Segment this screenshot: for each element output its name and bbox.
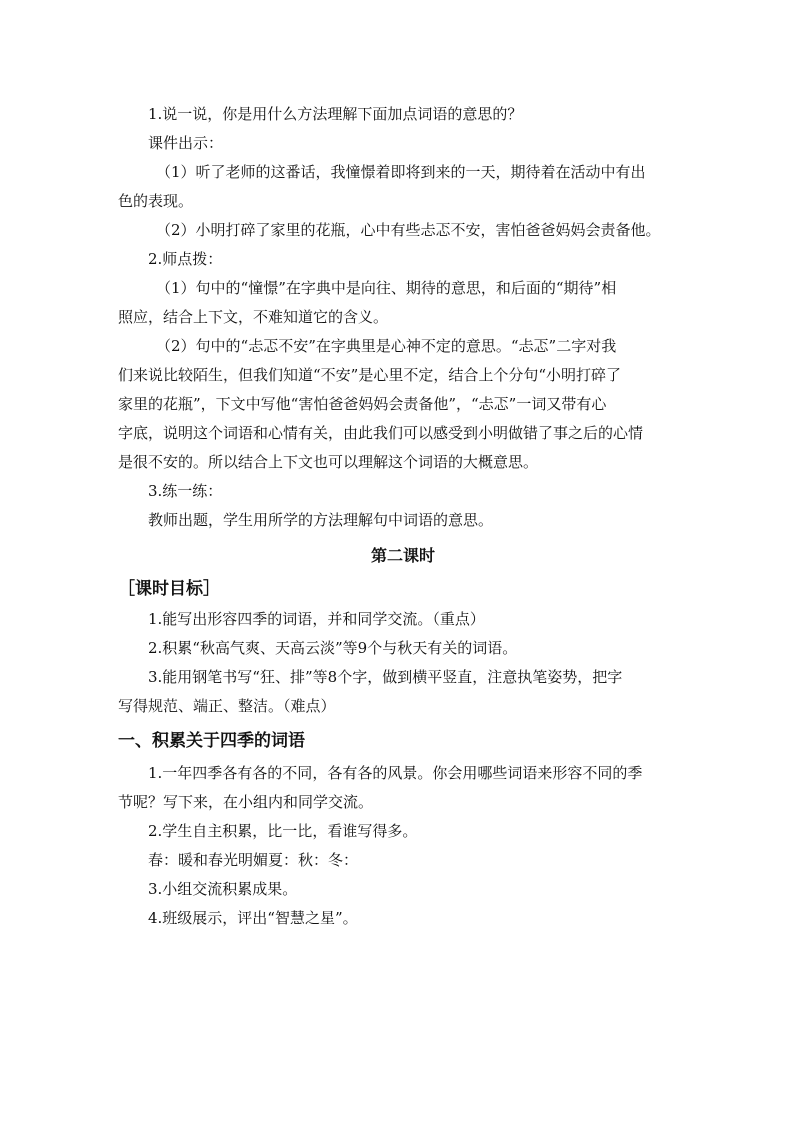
paragraph-line: 字底，说明这个词语和心情有关，由此我们可以感受到小明做错了事之后的心情 bbox=[118, 424, 644, 442]
lesson-title: 第二课时 bbox=[370, 546, 435, 565]
paragraph-line: 色的表现。 bbox=[118, 192, 194, 210]
paragraph-line: （1）句中的“憧憬”在字典中是向往、期待的意思，和后面的“期待”相 bbox=[156, 279, 617, 297]
paragraph-line: 3.练一练： bbox=[148, 482, 223, 500]
objectives-title: ［课时目标］ bbox=[118, 579, 220, 599]
section-line: 节呢？写下来，在小组内和同学交流。 bbox=[118, 793, 374, 811]
paragraph-line: 教师出题，学生用所学的方法理解句中词语的意思。 bbox=[148, 511, 494, 529]
section-line: 3.小组交流积累成果。 bbox=[148, 880, 298, 898]
section-line: 4.班级展示，评出“智慧之星”。 bbox=[148, 909, 358, 927]
paragraph-line: （2）句中的“忐忑不安”在字典里是心神不定的意思。“忐忑”二字对我 bbox=[156, 337, 617, 355]
paragraph-line: 课件出示： bbox=[148, 134, 224, 152]
objective-line: 写得规范、端正、整洁。（难点） bbox=[118, 697, 336, 715]
paragraph-line: 家里的花瓶”，下文中写他“害怕爸爸妈妈会责备他”，“忐忑”一词又带有心 bbox=[118, 395, 607, 413]
section-title: 一、积累关于四季的词语 bbox=[118, 731, 305, 751]
section-line: 春：暖和春光明媚夏：秋：冬： bbox=[148, 851, 359, 869]
objective-line: 3.能用钢笔书写“狂、排”等8个字，做到横平竖直，注意执笔姿势，把字 bbox=[148, 668, 623, 686]
objective-line: 2.积累“秋高气爽、天高云淡”等9个与秋天有关的词语。 bbox=[148, 639, 518, 657]
paragraph-line: （1）听了老师的这番话，我憧憬着即将到来的一天，期待着在活动中有出 bbox=[156, 163, 646, 181]
section-line: 1.一年四季各有各的不同，各有各的风景。你会用哪些词语来形容不同的季 bbox=[148, 764, 643, 782]
paragraph-line: 们来说比较陌生，但我们知道“不安”是心里不定，结合上个分句“小明打碎了 bbox=[118, 366, 622, 384]
paragraph-line: 2.师点拨： bbox=[148, 250, 223, 268]
paragraph-line: 1.说一说，你是用什么方法理解下面加点词语的意思的？ bbox=[148, 105, 523, 123]
objective-line: 1.能写出形容四季的词语，并和同学交流。（重点） bbox=[148, 610, 485, 628]
paragraph-line: （2）小明打碎了家里的花瓶，心中有些忐忑不安，害怕爸爸妈妈会责备他。 bbox=[156, 221, 661, 239]
paragraph-line: 是很不安的。所以结合上下文也可以理解这个词语的大概意思。 bbox=[118, 453, 539, 471]
paragraph-line: 照应，结合上下文，不难知道它的含义。 bbox=[118, 308, 389, 326]
document-body bbox=[118, 100, 688, 933]
section-line: 2.学生自主积累，比一比，看谁写得多。 bbox=[148, 822, 418, 840]
